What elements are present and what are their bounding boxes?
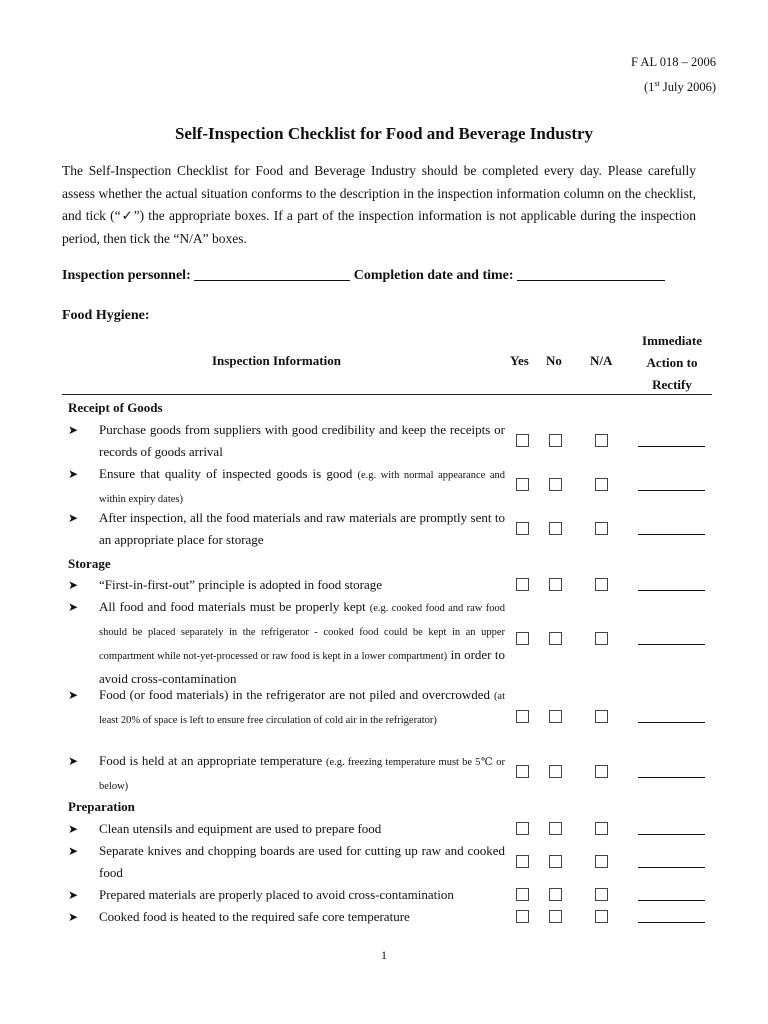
- arrow-bullet-icon: ➤: [68, 844, 79, 858]
- checklist-item: [62, 419, 712, 463]
- checklist-item: [62, 818, 712, 840]
- no-checkbox[interactable]: [549, 822, 562, 835]
- action-field[interactable]: [638, 590, 705, 591]
- document-title: Self-Inspection Checklist for Food and Beverage Industry: [174, 124, 594, 143]
- no-checkbox[interactable]: [549, 855, 562, 868]
- item-text: Food is held at an appropriate temperature (e.g. freezing temperature must be 5℃ or below): [99, 753, 506, 792]
- item-text: Ensure that quality of inspected goods is good (e.g. with normal appearance and within expiry dates): [99, 466, 506, 505]
- completion-date-label: Completion date and time:: [353, 268, 514, 283]
- no-checkbox[interactable]: [549, 578, 562, 591]
- no-checkbox[interactable]: [549, 888, 562, 901]
- arrow-bullet-icon: ➤: [68, 578, 79, 592]
- no-checkbox[interactable]: [549, 632, 562, 645]
- reference-date: (1st July 2006): [643, 79, 716, 95]
- no-checkbox[interactable]: [549, 765, 562, 778]
- arrow-bullet-icon: ➤: [68, 688, 79, 702]
- checklist-item: [62, 596, 712, 684]
- checklist-item: [62, 463, 712, 507]
- na-checkbox[interactable]: [595, 522, 608, 535]
- checklist-item: [62, 840, 712, 884]
- item-text: After inspection, all the food materials and raw materials are promptly sent to an appropriate place for storage: [99, 510, 505, 547]
- arrow-bullet-icon: ➤: [68, 888, 79, 902]
- arrow-bullet-icon: ➤: [68, 423, 79, 437]
- item-text: Food (or food materials) in the refrigerator are not piled and overcrowded (at least 20% of space is left to ensure free circulation of cold air in the refrigerator): [99, 687, 506, 726]
- arrow-bullet-icon: ➤: [68, 600, 79, 614]
- na-checkbox[interactable]: [595, 888, 608, 901]
- no-checkbox[interactable]: [549, 478, 562, 491]
- arrow-bullet-icon: ➤: [68, 822, 79, 836]
- yes-checkbox[interactable]: [516, 910, 529, 923]
- action-field[interactable]: [638, 446, 705, 447]
- yes-checkbox[interactable]: [516, 478, 529, 491]
- arrow-bullet-icon: ➤: [68, 467, 79, 481]
- yes-checkbox[interactable]: [516, 522, 529, 535]
- arrow-bullet-icon: ➤: [68, 511, 79, 525]
- food-hygiene-heading: Food Hygiene:: [62, 308, 150, 323]
- intro-paragraph: The Self-Inspection Checklist for Food and Beverage Industry should be completed every day. Please carefully assess whether the actual situation conforms to the description in the inspection information column on the checklist, and tick (“✓”) the appropriate boxes. If a part of the inspection information is not applicable during the inspection period, then tick the “N/A” boxes.: [62, 163, 696, 246]
- na-checkbox[interactable]: [595, 578, 608, 591]
- inspection-personnel-field[interactable]: [194, 266, 350, 281]
- yes-checkbox[interactable]: [516, 434, 529, 447]
- na-checkbox[interactable]: [595, 910, 608, 923]
- checklist-item: [62, 906, 712, 928]
- header-na: N/A: [590, 353, 613, 368]
- yes-checkbox[interactable]: [516, 855, 529, 868]
- action-field[interactable]: [638, 490, 705, 491]
- personnel-line: [62, 266, 665, 284]
- action-field[interactable]: [638, 644, 705, 645]
- no-checkbox[interactable]: [549, 434, 562, 447]
- na-checkbox[interactable]: [595, 822, 608, 835]
- section-storage: Storage: [68, 556, 111, 571]
- na-checkbox[interactable]: [595, 710, 608, 723]
- header-inspection-info: Inspection Information: [212, 353, 341, 368]
- na-checkbox[interactable]: [595, 855, 608, 868]
- yes-checkbox[interactable]: [516, 632, 529, 645]
- item-text: “First-in-first-out” principle is adopted in food storage: [99, 577, 383, 592]
- completion-date-field[interactable]: [517, 266, 665, 281]
- item-text: All food and food materials must be properly kept (e.g. cooked food and raw food should be placed separately in the refrigerator - cooked food could be kept in an upper compartment while not-yet-processed or raw food is kept in a lower compartment) in order to avoid cross-contamination: [99, 599, 506, 686]
- na-checkbox[interactable]: [595, 632, 608, 645]
- section-preparation: Preparation: [68, 799, 135, 814]
- no-checkbox[interactable]: [549, 522, 562, 535]
- no-checkbox[interactable]: [549, 910, 562, 923]
- action-field[interactable]: [638, 922, 705, 923]
- na-checkbox[interactable]: [595, 765, 608, 778]
- section-receipt-of-goods: Receipt of Goods: [68, 400, 163, 415]
- document-reference: [631, 52, 716, 98]
- action-field[interactable]: [638, 867, 705, 868]
- no-checkbox[interactable]: [549, 710, 562, 723]
- checklist-item: [62, 884, 712, 906]
- checklist-item: [62, 507, 712, 551]
- table-header: [62, 330, 712, 395]
- inspection-personnel-label: Inspection personnel:: [62, 268, 191, 283]
- item-text: Prepared materials are properly placed to avoid cross-contamination: [99, 887, 454, 902]
- arrow-bullet-icon: ➤: [68, 910, 79, 924]
- checklist-item: [62, 684, 712, 750]
- item-text: Purchase goods from suppliers with good credibility and keep the receipts or records of goods arrival: [99, 422, 505, 459]
- yes-checkbox[interactable]: [516, 822, 529, 835]
- yes-checkbox[interactable]: [516, 710, 529, 723]
- item-text: Separate knives and chopping boards are used for cutting up raw and cooked food: [99, 843, 505, 880]
- item-text: Cooked food is heated to the required safe core temperature: [99, 909, 410, 924]
- arrow-bullet-icon: ➤: [68, 754, 79, 768]
- yes-checkbox[interactable]: [516, 888, 529, 901]
- header-yes: Yes: [510, 353, 529, 368]
- yes-checkbox[interactable]: [516, 578, 529, 591]
- item-text: Clean utensils and equipment are used to prepare food: [99, 821, 382, 836]
- yes-checkbox[interactable]: [516, 765, 529, 778]
- header-immediate-action: Immediate Action to Rectify: [642, 333, 702, 392]
- action-field[interactable]: [638, 834, 705, 835]
- action-field[interactable]: [638, 722, 705, 723]
- action-field[interactable]: [638, 900, 705, 901]
- checklist-item: [62, 574, 712, 596]
- checklist-item: [62, 750, 712, 794]
- action-field[interactable]: [638, 534, 705, 535]
- page-number: 1: [381, 948, 387, 962]
- na-checkbox[interactable]: [595, 434, 608, 447]
- action-field[interactable]: [638, 777, 705, 778]
- header-no: No: [546, 353, 562, 368]
- na-checkbox[interactable]: [595, 478, 608, 491]
- reference-code: F AL 018 – 2006: [631, 55, 716, 69]
